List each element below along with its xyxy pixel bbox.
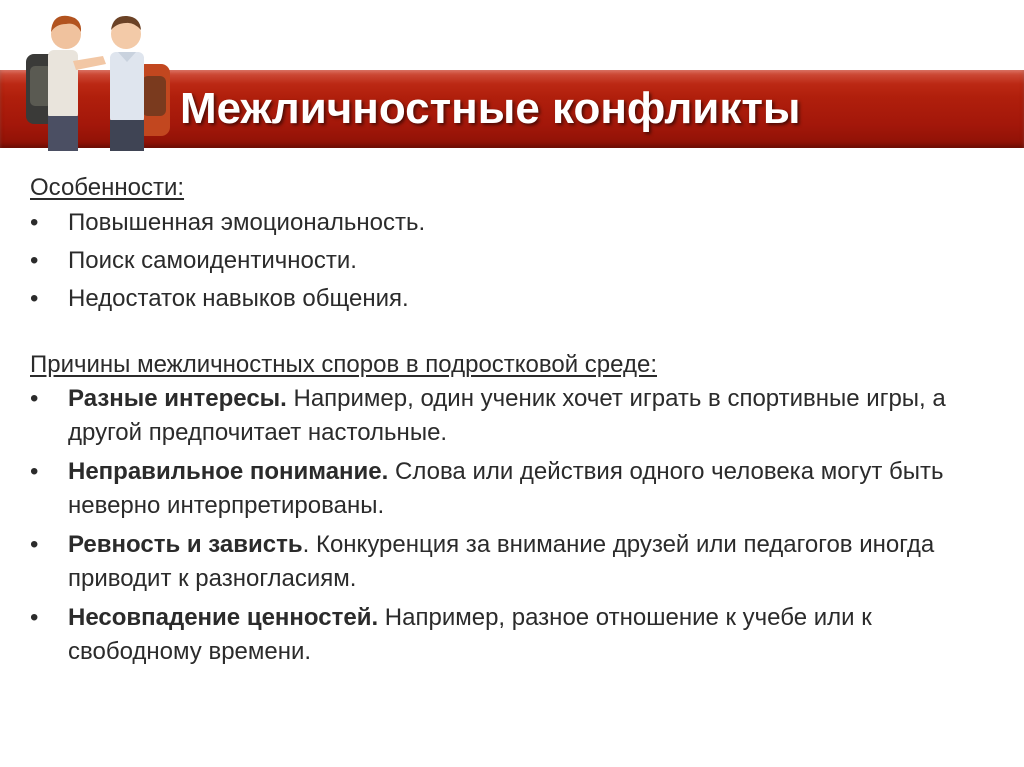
list-item <box>30 281 990 316</box>
cause-term: Разные интересы. <box>68 385 287 412</box>
list-item <box>30 455 990 523</box>
list-item <box>30 243 990 278</box>
bullet: • <box>30 247 39 274</box>
feature-text: Недостаток навыков общения. <box>68 285 409 312</box>
list-item <box>30 601 990 669</box>
list-item <box>30 205 990 240</box>
bullet: • <box>30 604 39 631</box>
schoolboys-illustration <box>18 6 178 151</box>
bullet: • <box>30 285 39 312</box>
feature-text: Поиск самоидентичности. <box>68 247 357 274</box>
cause-text: Например, разное отношение к учебе или к свободному времени. <box>68 604 872 665</box>
cause-text: . Конкуренция за внимание друзей или педагогов иногда приводит к разногласиям. <box>68 531 935 592</box>
cause-text: Например, один ученик хочет играть в спортивные игры, а другой предпочитает настольные. <box>68 385 946 446</box>
feature-text: Повышенная эмоциональность. <box>68 209 426 236</box>
cause-term: Неправильное понимание. <box>68 458 389 485</box>
features-heading: Особенности: <box>30 174 185 201</box>
bullet: • <box>30 385 39 412</box>
bullet: • <box>30 531 39 558</box>
bullet: • <box>30 458 39 485</box>
slide-title: Межличностные конфликты <box>180 84 801 133</box>
cause-term: Ревность и зависть <box>68 531 303 558</box>
list-item <box>30 382 990 450</box>
list-item <box>30 528 990 596</box>
section-spacer <box>30 319 990 347</box>
cause-text: Слова или действия одного человека могут быть неверно интерпретированы. <box>68 458 944 519</box>
features-list <box>30 205 990 316</box>
causes-heading: Причины межличностных споров в подростковой среде: <box>30 351 657 378</box>
slide-content <box>30 170 990 674</box>
bullet: • <box>30 209 39 236</box>
causes-list <box>30 382 990 669</box>
cause-term: Несовпадение ценностей. <box>68 604 379 631</box>
